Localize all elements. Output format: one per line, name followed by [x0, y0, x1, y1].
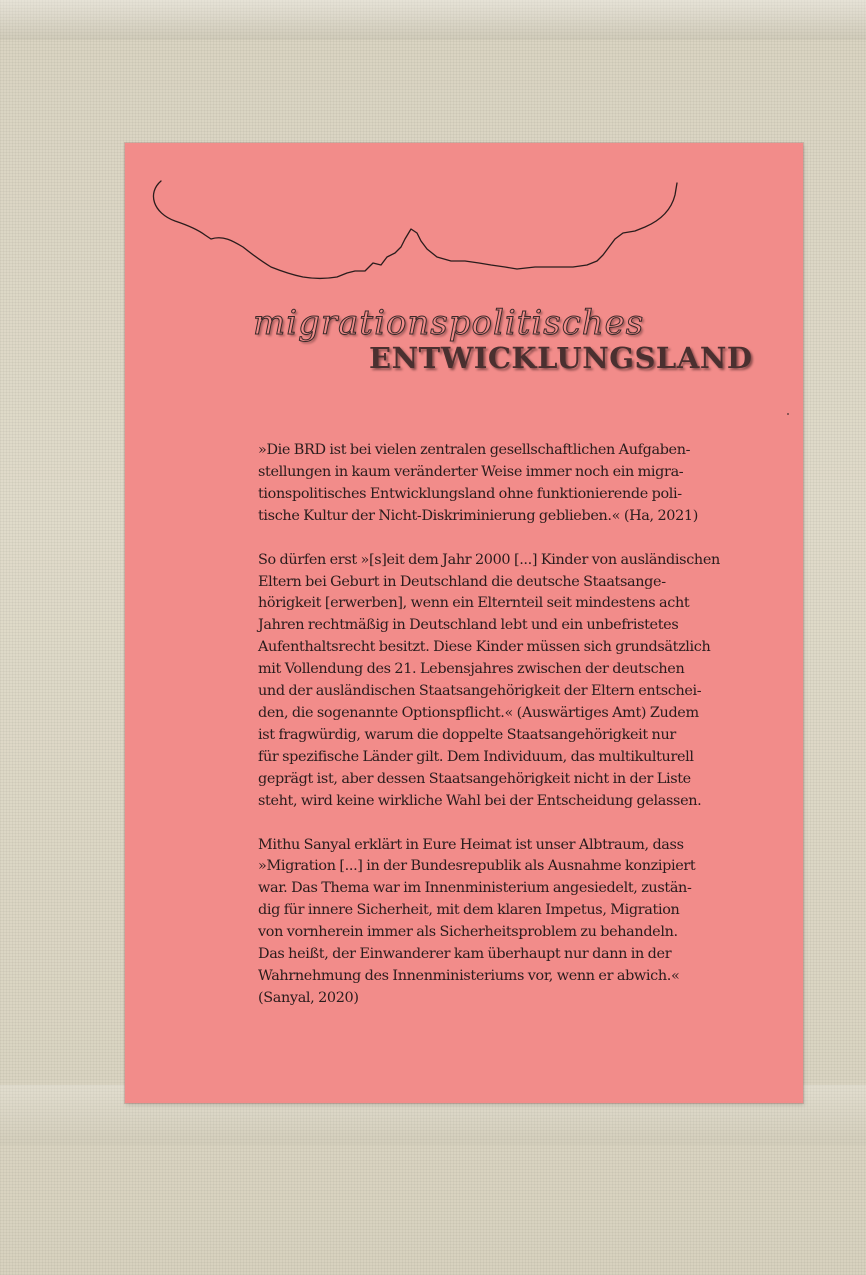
text-line: tische Kultur der Nicht-Diskriminierung geblieben.« (Ha, 2021): [258, 507, 698, 524]
text-line: den, die sogenannte Optionspflicht.« (Auswärtiges Amt) Zudem: [258, 704, 699, 721]
text-line: »Die BRD ist bei vielen zentralen gesellschaftlichen Aufgaben-: [258, 442, 691, 458]
fabric-fold-top: [0, 0, 866, 40]
text-line: Das heißt, der Einwanderer kam überhaupt nur dann in der: [258, 946, 672, 963]
body-text: [258, 440, 778, 1032]
text-line: mit Vollendung des 21. Lebensjahres zwischen der deutschen: [258, 661, 685, 678]
pink-card: [125, 143, 803, 1103]
text-line: ist fragwürdig, warum die doppelte Staatsangehörigkeit nur: [258, 726, 676, 743]
text-line: geprägt ist, aber dessen Staatsangehörigkeit nicht in der Liste: [258, 770, 691, 787]
paragraph-3: [258, 835, 778, 1010]
text-line: steht, wird keine wirkliche Wahl bei der Entscheidung gelassen.: [258, 792, 702, 809]
text-line: Aufenthaltsrecht besitzt. Diese Kinder müssen sich grundsätzlich: [258, 639, 711, 656]
text-line: für spezifische Länder gilt. Dem Individuum, das multikulturell: [258, 748, 694, 765]
text-line: Jahren rechtmäßig in Deutschland lebt und ein unbefristetes: [258, 617, 679, 634]
text-line: von vornherein immer als Sicherheitsproblem zu behandeln.: [258, 924, 678, 941]
text-line: stellungen in kaum veränderter Weise immer noch ein migra-: [258, 463, 684, 480]
text-line: war. Das Thema war im Innenministerium angesiedelt, zustän-: [258, 880, 692, 897]
text-line: (Sanyal, 2020): [258, 989, 359, 1006]
speck: [787, 413, 789, 415]
title-script: migrationspolitisches: [253, 303, 645, 343]
paragraph-2: [258, 550, 778, 813]
title-caps: ENTWICKLUNGSLAND: [369, 341, 753, 375]
germany-border-outline-icon: [125, 143, 803, 303]
text-line: Mithu Sanyal erklärt in Eure Heimat ist unser Albtraum, dass: [258, 836, 684, 853]
paragraph-1: [258, 440, 778, 528]
text-line: dig für innere Sicherheit, mit dem klaren Impetus, Migration: [258, 902, 680, 919]
text-line: Eltern bei Geburt in Deutschland die deutsche Staatsange-: [258, 573, 666, 590]
text-line: So dürfen erst »[s]eit dem Jahr 2000 [...] Kinder von ausländischen: [258, 551, 720, 568]
text-line: hörigkeit [erwerben], wenn ein Elternteil seit mindestens acht: [258, 595, 690, 612]
text-line: »Migration [...] in der Bundesrepublik als Ausnahme konzipiert: [258, 858, 696, 875]
text-line: Wahrnehmung des Innenministeriums vor, wenn er abwich.«: [258, 967, 680, 984]
text-line: tionspolitisches Entwicklungsland ohne funktionierende poli-: [258, 485, 682, 502]
text-line: und der ausländischen Staatsangehörigkeit der Eltern entschei-: [258, 683, 702, 700]
